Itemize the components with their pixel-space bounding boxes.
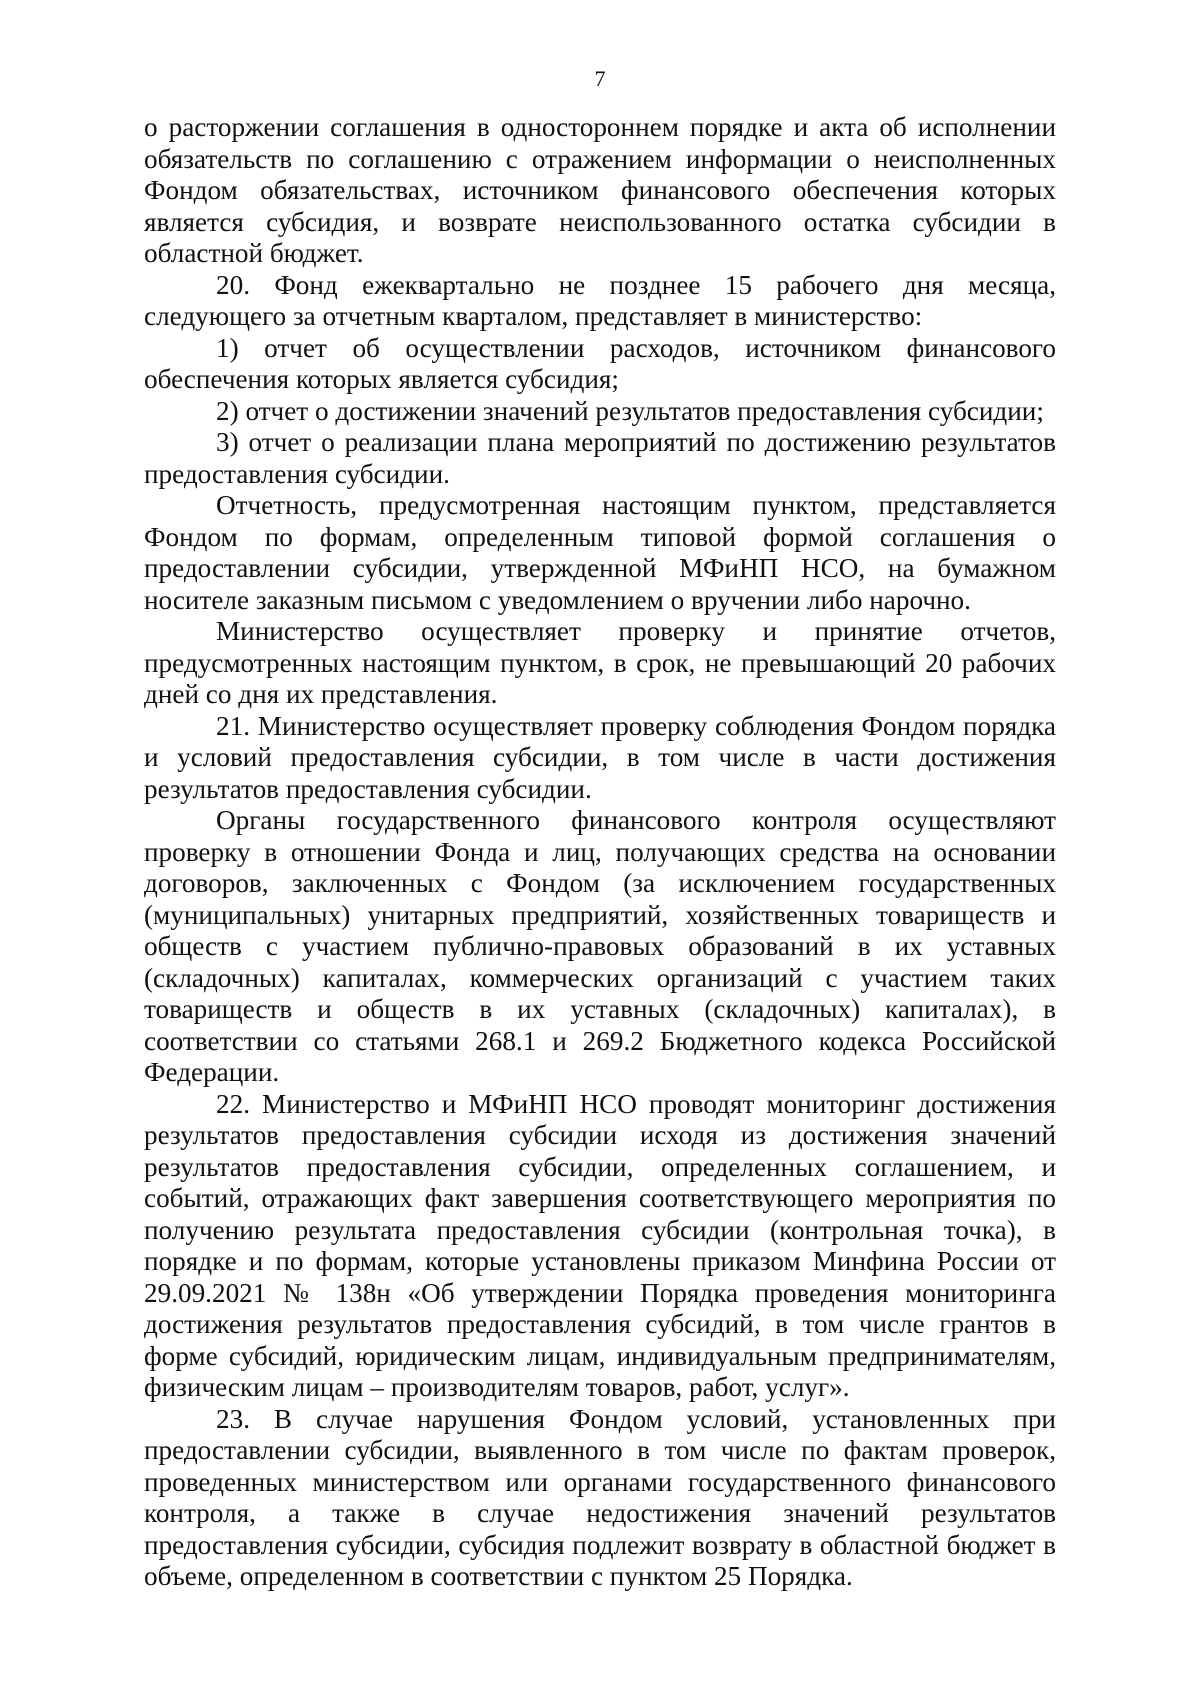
paragraph-subitem-2: 2) отчет о достижении значений результатов предоставления субсидии; <box>216 395 1044 426</box>
paragraph-report-review: Министерство осуществляет проверку и принятие отчетов, предусмотренных настоящим пунктом, в срок, не превышающий 20 рабочих дней со дня их представления. <box>144 616 1056 709</box>
paragraph-item-20: 20. Фонд ежеквартально не позднее 15 рабочего дня месяца, следующего за отчетным кварталом, представляет в министерство: <box>144 269 1056 331</box>
paragraph-subitem-3: 3) отчет о реализации плана мероприятий по достижению результатов предоставления субсидии. <box>144 427 1056 489</box>
paragraph-item-22: 22. Министерство и МФиНП НСО проводят мониторинг достижения результатов предоставления субсидии исходя из достижения значений результатов предоставления субсидии, определенных соглашением, и событий, отражающих факт завершения соответствующего мероприятия по получению результата предоставления субсидии (контрольная точка), в порядке и по формам, которые установлены приказом Минфина России от 29.09.2021 № 138н «Об утверждении Порядка проведения мониторинга достижения результатов предоставления субсидий, в том числе грантов в форме субсидий, юридическим лицам, индивидуальным предпринимателям, физическим лицам – производителям товаров, работ, услуг». <box>144 1088 1056 1402</box>
paragraph-reporting-forms: Отчетность, предусмотренная настоящим пунктом, представляется Фондом по формам, определенным типовой формой соглашения о предоставлении субсидии, утвержденной МФиНП НСО, на бумажном носителе заказным письмом с уведомлением о вручении либо нарочно. <box>144 490 1056 615</box>
page-number: 7 <box>594 66 606 91</box>
paragraph-item-23: 23. В случае нарушения Фондом условий, установленных при предоставлении субсидии, выявленного в том числе по фактам проверок, проведенных министерством или органами государственного финансового контроля, а также в случае недостижения значений результатов предоставления субсидии, субсидия подлежит возврату в областной бюджет в объеме, определенном в соответствии с пунктом 25 Порядка. <box>144 1403 1056 1591</box>
paragraph-subitem-1: 1) отчет об осуществлении расходов, источником финансового обеспечения которых является субсидия; <box>144 332 1056 394</box>
paragraph-financial-control: Органы государственного финансового контроля осуществляют проверку в отношении Фонда и лиц, получающих средства на основании договоров, заключенных с Фондом (за исключением государственных (муниципальных) унитарных предприятий, хозяйственных товариществ и обществ с участием публично-правовых образований в их уставных (складочных) капиталах, коммерческих организаций с участием таких товариществ и обществ в их уставных (складочных) капиталах), в соответствии со статьями 268.1 и 269.2 Бюджетного кодекса Российской Федерации. <box>144 805 1056 1087</box>
document-body <box>144 112 1056 1593</box>
paragraph-item-21: 21. Министерство осуществляет проверку соблюдения Фондом порядка и условий предоставления субсидии, в том числе в части достижения результатов предоставления субсидии. <box>144 710 1056 804</box>
paragraph-continuation: о расторжении соглашения в одностороннем порядке и акта об исполнении обязательств по соглашению с отражением информации о неисполненных Фондом обязательствах, источником финансового обеспечения которых является субсидия, и возврате неиспользованного остатка субсидии в областной бюджет. <box>144 112 1056 268</box>
